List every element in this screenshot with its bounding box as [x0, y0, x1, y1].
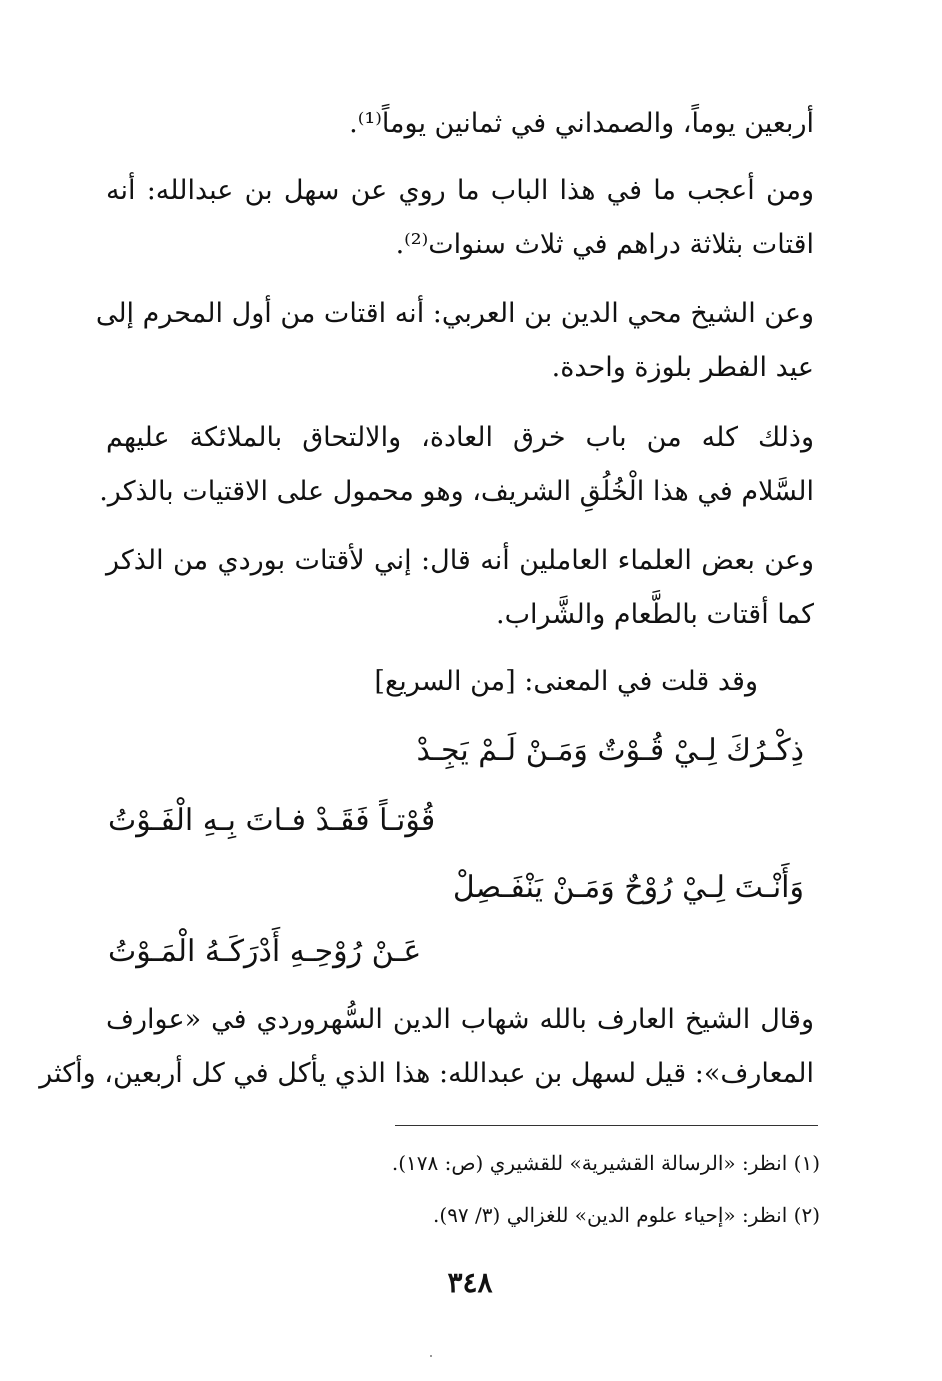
verse-hemistich: عَـنْ رُوْحِـهِ أَدْرَكَـهُ الْمَـوْتُ	[108, 934, 422, 969]
body-line: المعارف»: قيل لسهل بن عبدالله: هذا الذي يأكل في كل أربعين، وأكثر	[39, 1058, 814, 1089]
body-line: وقال الشيخ العارف بالله شهاب الدين السُّهروردي في «عوارف	[106, 1004, 814, 1035]
body-line: أربعين يوماً، والصمداني في ثمانين يوماً⁽¹⁾.	[349, 108, 814, 139]
footnote: (١) انظر: «الرسالة القشيرية» للقشيري (ص: ١٧٨).	[391, 1151, 820, 1175]
meter-intro-line: وقد قلت في المعنى: [من السريع]	[374, 666, 758, 697]
verse-hemistich: ذِكْـرُكَ لِـيْ قُـوْتٌ وَمَـنْ لَـمْ يَجِـدْ	[416, 733, 804, 768]
body-line: كما أقتات بالطَّعام والشَّراب.	[496, 599, 814, 630]
footnote-separator	[395, 1125, 818, 1126]
body-line: السَّلام في هذا الْخُلُقِ الشريف، وهو محمول على الاقتيات بالذكر.	[99, 476, 814, 507]
verse-hemistich: قُوْتـاً فَقَـدْ فـاتَ بِـهِ الْفَـوْتُ	[108, 803, 436, 838]
body-line: عيد الفطر بلوزة واحدة.	[551, 352, 814, 383]
body-line: وعن بعض العلماء العاملين أنه قال: إني لأقتات بوردي من الذكر	[106, 545, 814, 576]
body-line: وعن الشيخ محي الدين بن العربي: أنه اقتات من أول المحرم إلى	[95, 298, 814, 329]
body-line: اقتات بثلاثة دراهم في ثلاث سنوات⁽²⁾.	[395, 229, 814, 260]
body-line: ومن أعجب ما في هذا الباب ما روي عن سهل بن عبدالله: أنه	[106, 175, 814, 206]
page-number: ٣٤٨	[447, 1266, 493, 1299]
body-line: وذلك كله من باب خرق العادة، والالتحاق بالملائكة عليهم	[106, 422, 814, 453]
verse-hemistich: وَأَنْـتَ لِـيْ رُوْحٌ وَمَـنْ يَنْفَـصِلْ	[452, 870, 804, 905]
footnote: (٢) انظر: «إحياء علوم الدين» للغزالي (٣/ ٩٧).	[433, 1203, 820, 1227]
scan-speck	[430, 1355, 432, 1357]
